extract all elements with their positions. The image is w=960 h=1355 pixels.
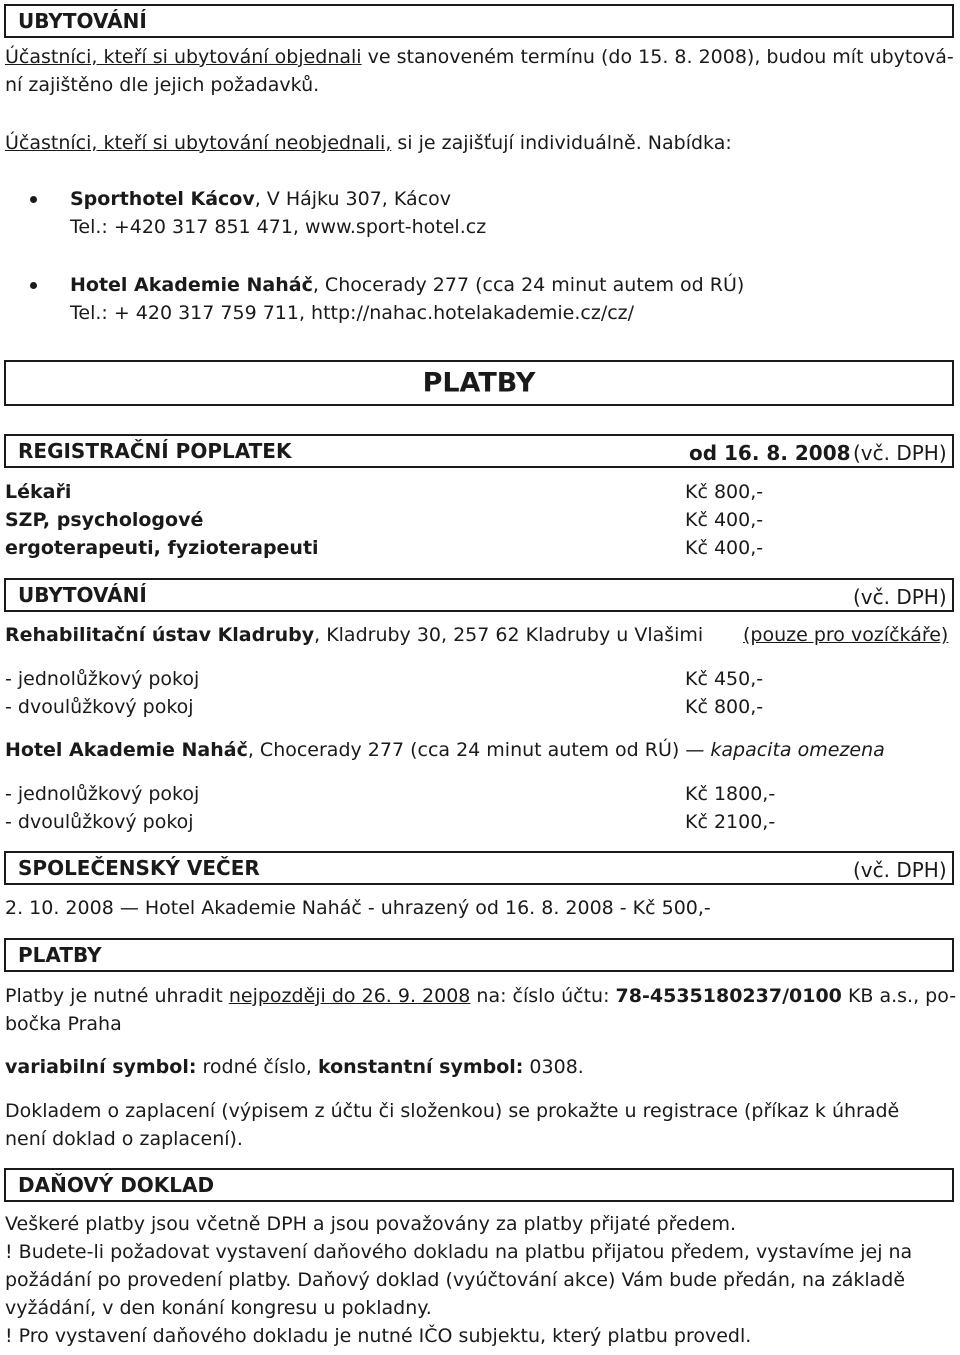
invoice-line: vyžádání, v den konání kongresu u pokladny. [5, 1297, 432, 1319]
section-title: DAŇOVÝ DOKLAD [18, 1173, 215, 1197]
account-number: 78-4535180237/0100 [615, 985, 842, 1007]
section-header-ubytovani [4, 4, 954, 38]
section-title: PLATBY [18, 943, 102, 967]
hotel-item [70, 186, 451, 212]
vat-note: (vč. DPH) [853, 585, 947, 609]
vs-label: variabilní symbol: [5, 1056, 197, 1078]
dash: — [685, 739, 705, 761]
fee-label: ergoterapeuti, fyzioterapeuti [5, 537, 319, 559]
ks-label: konstantní symbol: [317, 1056, 524, 1078]
hotel-contact: Tel.: +420 317 851 471, www.sport-hotel.cz [70, 216, 487, 238]
paragraph-ordered [5, 44, 954, 70]
payment-line [5, 983, 956, 1009]
symbols-line [5, 1054, 584, 1080]
page-title: PLATBY [422, 367, 536, 399]
room-price: Kč 450,- [685, 668, 764, 690]
hotel-item [70, 272, 744, 298]
fee-price: Kč 400,- [685, 509, 764, 531]
section-title: UBYTOVÁNÍ [18, 9, 147, 33]
section-title: SPOLEČENSKÝ VEČER [18, 856, 260, 880]
room-label: - jednolůžkový pokoj [5, 668, 200, 690]
paragraph-not-ordered [5, 130, 732, 156]
vat-note: (vč. DPH) [853, 858, 947, 882]
section-title: UBYTOVÁNÍ [18, 583, 147, 607]
social-text: 2. 10. 2008 — Hotel Akademie Naháč - uhrazený od 16. 8. 2008 - Kč 500,- [5, 897, 711, 919]
not-ordered-link-text: Účastníci, kteří si ubytování neobjednali, [5, 132, 392, 154]
section-header-invoice [4, 1168, 954, 1202]
capacity-note: kapacita omezena [710, 739, 885, 761]
section-header-payments [4, 938, 954, 972]
registration-date: od 16. 8. 2008 [689, 441, 851, 465]
proof-line: Dokladem o zaplacení (výpisem z účtu či složenkou) se prokažte u registrace (příkaz k úhradě [5, 1100, 900, 1122]
room-price: Kč 800,- [685, 696, 764, 718]
nahac-line [5, 737, 885, 763]
hotel-name: Hotel Akademie Naháč [70, 274, 313, 296]
section-header-social [4, 851, 954, 885]
nahac-address: , Chocerady 277 (cca 24 minut autem od RÚ) [247, 739, 686, 761]
section-header-registration [4, 434, 954, 468]
section-title: REGISTRAČNÍ POPLATEK [18, 439, 292, 463]
vat-note: (vč. DPH) [853, 441, 947, 465]
bullet-icon [30, 196, 37, 203]
fee-label: SZP, psychologové [5, 509, 204, 531]
fee-price: Kč 400,- [685, 537, 764, 559]
room-label: - jednolůžkový pokoj [5, 783, 200, 805]
proof-line: není doklad o zaplacení). [5, 1128, 243, 1150]
kladruby-name: Rehabilitační ústav Kladruby [5, 624, 315, 646]
paragraph-ordered-cont: ní zajištěno dle jejich požadavků. [5, 74, 320, 96]
platby-title-box [4, 360, 954, 406]
ks-value: 0308. [523, 1056, 584, 1078]
kladruby-address: , Kladruby 30, 257 62 Kladruby u Vlašimi [314, 624, 704, 646]
room-price: Kč 1800,- [685, 783, 776, 805]
invoice-line: ! Budete-li požadovat vystavení daňového dokladu na platbu přijatou předem, vystavíme jej na [5, 1241, 913, 1263]
hotel-contact: Tel.: + 420 317 759 711, http://nahac.hotelakademie.cz/cz/ [70, 302, 635, 324]
hotel-address: , Chocerady 277 (cca 24 minut autem od RÚ) [312, 274, 745, 296]
fee-label: Lékaři [5, 481, 72, 503]
payment-text: na: číslo účtu: [470, 985, 616, 1007]
invoice-line: ! Pro vystavení daňového dokladu je nutné IČO subjektu, který platbu provedl. [5, 1325, 752, 1347]
room-label: - dvoulůžkový pokoj [5, 696, 194, 718]
payment-text: KB a.s., po- [841, 985, 957, 1007]
kladruby-note: (pouze pro vozíčkáře) [743, 624, 949, 646]
invoice-line: požádání po provedení platby. Daňový doklad (vyúčtování akce) Vám bude předán, na základě [5, 1269, 906, 1291]
vs-value: rodné číslo, [196, 1056, 318, 1078]
payment-text: Platby je nutné uhradit [5, 985, 229, 1007]
payment-line-cont: bočka Praha [5, 1013, 122, 1035]
ordered-text: ve stanoveném termínu (do 15. 8. 2008), budou mít ubytová- [361, 46, 954, 68]
hotel-address: , V Hájku 307, Kácov [254, 188, 451, 210]
nahac-name: Hotel Akademie Naháč [5, 739, 248, 761]
kladruby-line [5, 622, 703, 648]
fee-price: Kč 800,- [685, 481, 764, 503]
room-price: Kč 2100,- [685, 811, 776, 833]
section-header-accommodation [4, 578, 954, 612]
ordered-link-text: Účastníci, kteří si ubytování objednali [5, 46, 362, 68]
bullet-icon [30, 282, 37, 289]
room-label: - dvoulůžkový pokoj [5, 811, 194, 833]
hotel-name: Sporthotel Kácov [70, 188, 255, 210]
invoice-line: Veškeré platby jsou včetně DPH a jsou považovány za platby přijaté předem. [5, 1213, 736, 1235]
not-ordered-text: si je zajišťují individuálně. Nabídka: [391, 132, 732, 154]
payment-deadline: nejpozději do 26. 9. 2008 [228, 985, 471, 1007]
